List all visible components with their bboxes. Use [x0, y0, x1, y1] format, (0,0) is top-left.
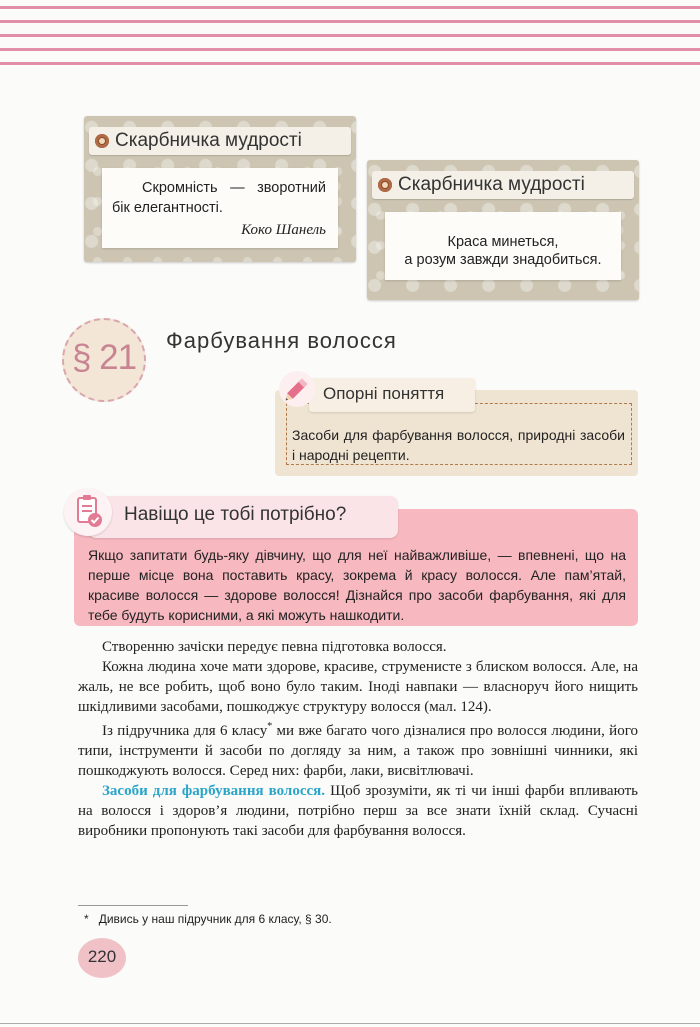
- footnote-mark: *: [84, 912, 89, 926]
- paragraph-4: [78, 781, 638, 841]
- wisdom-box-body: [102, 168, 338, 248]
- page-number: 220: [87, 947, 117, 966]
- footnote: [84, 912, 332, 926]
- wisdom-box-title: Скарбничка мудрості: [115, 130, 302, 151]
- footnote-reference: *: [267, 721, 273, 732]
- wisdom-quote-line-2: а розум завжди знадобиться.: [404, 252, 602, 268]
- checklist-icon: [64, 488, 112, 536]
- footnote-text: Дивись у наш підручник для 6 класу, § 30.: [98, 912, 332, 926]
- paragraph-3-rest: ми вже багато чого дізналися про волосся людини, його типи, інструменти й засоби по догляду за ним, а також про зовнішні чинники, які пошкоджують волосся. Серед них: фарби, лаки, висвітлювачі.: [78, 723, 638, 779]
- lesson-title: Фарбування волосся: [166, 328, 397, 353]
- bottom-border: [0, 1023, 700, 1024]
- term-hair-dye: Засоби для фарбування волосся.: [102, 783, 326, 799]
- header-stripes: [0, 0, 700, 75]
- wisdom-quote-line-1: Краса минеться,: [447, 234, 559, 250]
- paragraph-2: Кожна людина хоче мати здорове, красиве, струменисте з блиском волосся. Але, на жаль, не все робить, щоб воно було таким. Іноді навпаки — власноруч його нищить шкідливими засобами, пошкоджує структуру волосся (мал. 124).: [78, 659, 638, 715]
- paragraph-3: [78, 717, 638, 781]
- wisdom-box-header: [89, 127, 351, 155]
- paragraph-1: Створенню зачіски передує певна підготовка волосся.: [102, 639, 447, 655]
- wisdom-author: Коко Шанель: [241, 222, 326, 238]
- footnote-divider: [78, 905, 188, 906]
- paragraph-4-rest: Щоб зрозуміти, як ті чи інші фарби впливають на волосся і здоров’я людини, потрібно перш за все знати їхній склад. Сучасні виробники пропонують такі засоби для фарбування волосся.: [78, 783, 638, 839]
- wisdom-box-2: [367, 160, 639, 300]
- why-needed-heading: Навіщо це тобі потрібно?: [124, 504, 347, 525]
- key-concepts-text: Засоби для фарбування волосся, природні засоби і народні рецепти.: [292, 427, 625, 463]
- wisdom-quote: Скромність — зворотний бік елегантності.: [112, 180, 326, 216]
- wisdom-box-body: [385, 212, 621, 280]
- page-number-badge: [78, 938, 126, 978]
- section-number: § 21: [71, 338, 137, 377]
- wisdom-box-1: [84, 116, 356, 262]
- wisdom-box-header: [372, 171, 634, 199]
- main-text: [78, 637, 638, 841]
- paragraph-3-start: Із підручника для 6 класу: [102, 723, 268, 739]
- section-number-badge: [62, 318, 146, 402]
- key-concepts-heading: Опорні поняття: [323, 384, 445, 403]
- why-needed-header: [88, 496, 398, 538]
- why-needed-text: Якщо запитати будь-яку дівчину, що для неї найважливіше, — впевнені, що на перше місце вона поставить красу, зокрема й красу волосся. Але пам’ятай, красиве волосся — здорове волосся! Дізнайся про засоби фарбування, які для тебе будуть корисними, а які можуть нашкодити.: [88, 547, 626, 623]
- pencil-icon: [278, 370, 316, 408]
- key-concepts-header: [309, 378, 475, 412]
- wisdom-box-title: Скарбничка мудрості: [398, 174, 585, 195]
- coin-bullet-icon: [378, 178, 392, 192]
- coin-bullet-icon: [95, 134, 109, 148]
